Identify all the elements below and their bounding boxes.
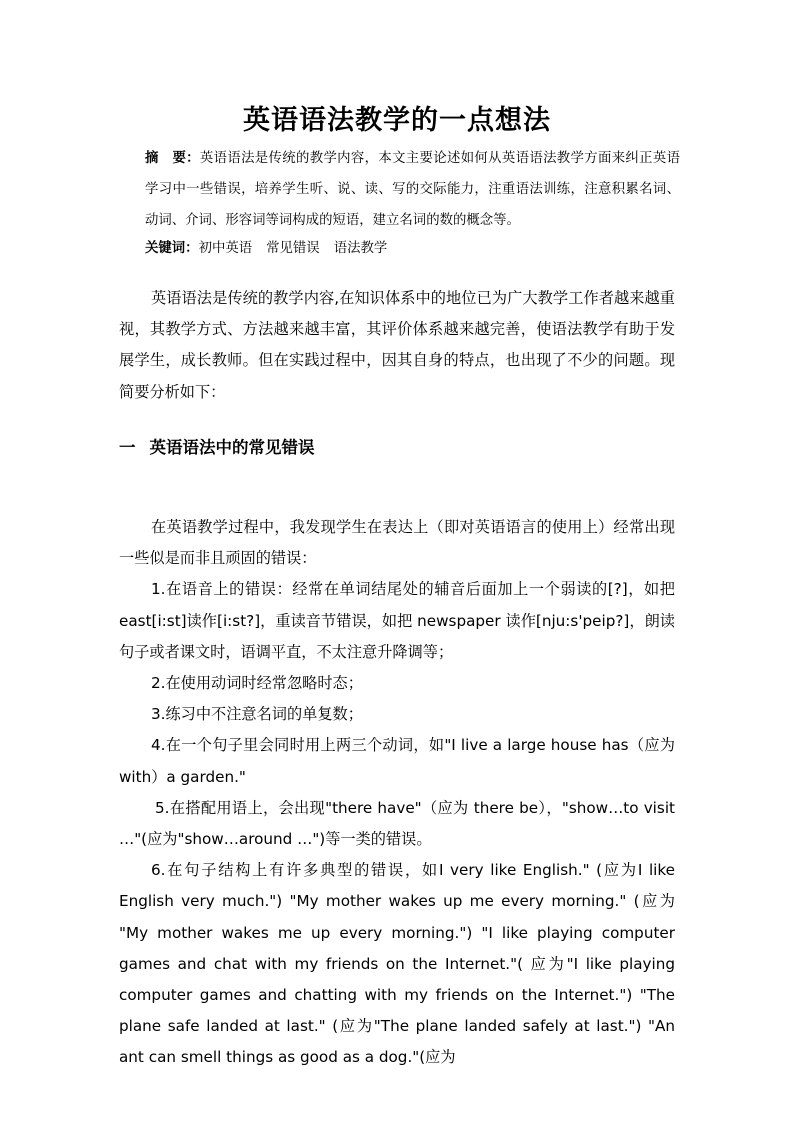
document-title: 英语语法教学的一点想法	[243, 105, 551, 136]
section-number: 一	[119, 438, 136, 457]
keyword: 初中英语	[198, 241, 253, 256]
keywords	[145, 233, 680, 264]
keyword: 语法教学	[333, 241, 388, 256]
abstract-label: 摘 要：	[145, 150, 200, 166]
list-item: 6.在句子结构上有许多典型的错误，如I very like English." (应为I like English very much.") "My mother wakes up me every morning." (应为 "My mother wakes me up every morning.") "I like playing computer games and chat with my friends on the Internet."( 应为"I like playing computer games and chatting with my friends on the Internet.") "The plane safe landed at last." (应为"The plane landed safely at last.") "An ant can smell things as good as a dog."(应为	[119, 861, 675, 1067]
section-heading	[119, 432, 315, 463]
abstract-text: 英语语法是传统的教学内容，本文主要论述如何从英语语法教学方面来纠正英语学习中一些错误，培养学生听、说、读、写的交际能力，注重语法训练，注意积累名词、动词、介词、形容词等词构成的短语，建立名词的数的概念等。	[145, 151, 680, 228]
list-item: 3.练习中不注意名词的单复数；	[151, 705, 363, 724]
keyword: 常见错误	[266, 241, 320, 256]
list-item: 4.在一个句子里会同时用上两三个动词，如"I live a large house has（应为with）a garden."	[119, 736, 675, 786]
list-item: 5.在搭配用语上，会出现"there have"（应为 there be），"show…to visit …"(应为"show…around …")等一类的错误。	[119, 798, 675, 849]
list-item: 2.在使用动词时经常忽略时态；	[151, 674, 363, 693]
list-item: 1.在语音上的错误：经常在单词结尾处的辅音后面加上一个弱读的[?]，如把east[i:st]读作[i:st?]，重读音节错误，如把 newspaper 读作[nju:s'peip?]，朗读句子或者课文时，语调平直，不太注意升降调等；	[119, 580, 675, 661]
abstract	[145, 143, 680, 236]
paragraph: 在英语教学过程中，我发现学生在表达上（即对英语语言的使用上）经常出现一些似是而非且顽固的错误：	[119, 518, 675, 568]
keywords-label: 关键词：	[145, 240, 199, 256]
section-title: 英语语法中的常见错误	[149, 438, 315, 457]
section-body	[119, 512, 675, 1074]
intro-paragraph: 英语语法是传统的教学内容,在知识体系中的地位已为广大教学工作者越来越重视，其教学方式、方法越来越丰富，其评价体系越来越完善，使语法教学有助于发展学生，成长教师。但在实践过程中，因其自身的特点，也出现了不少的问题。现简要分析如下：	[119, 289, 675, 401]
